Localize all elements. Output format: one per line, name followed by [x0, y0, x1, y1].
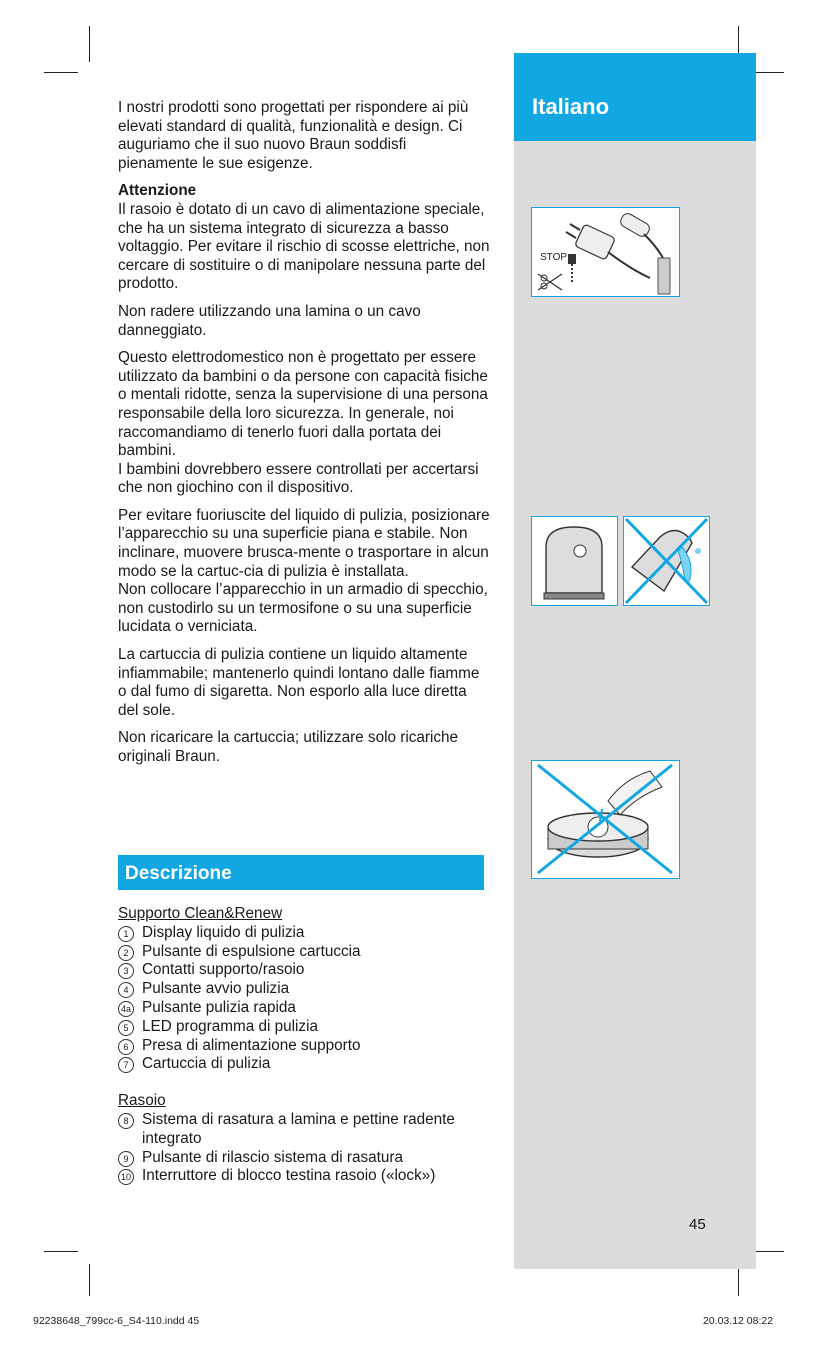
- list-item: [118, 980, 490, 999]
- figure-station-level: [531, 516, 618, 606]
- item-label: LED programma di pulizia: [142, 1017, 318, 1035]
- stop-label: STOP: [540, 252, 568, 263]
- item-number: 8: [118, 1113, 134, 1129]
- figure-power-cord: [531, 207, 680, 297]
- list-item: [118, 961, 490, 980]
- item-number: 10: [118, 1169, 134, 1185]
- intro-paragraph: I nostri prodotti sono progettati per rispondere ai più elevati standard di qualità, funzionalità e design. Ci auguriamo che il suo nuovo Braun soddisfi pienamente le sue esigenze.: [118, 99, 469, 172]
- footer-file: 92238648_799cc-6_S4-110.indd 45: [33, 1315, 200, 1327]
- crop-mark: [89, 1264, 90, 1296]
- item-number: 1: [118, 926, 134, 942]
- warning-block: [118, 182, 490, 294]
- item-number: 9: [118, 1151, 134, 1167]
- children-supervision-text: I bambini dovrebbero essere controllati per accertarsi che non giochino con il dispositivo.: [118, 460, 479, 497]
- footer-date: 20.03.12 08:22: [703, 1315, 774, 1327]
- crop-mark: [89, 26, 90, 62]
- item-label: Interruttore di blocco testina rasoio («lock»): [142, 1167, 436, 1185]
- list-item: [118, 1018, 490, 1037]
- warning-paragraph: Il rasoio è dotato di un cavo di alimentazione speciale, che ha un sistema integrato di sicurezza a basso voltaggio. Per evitare il rischio di scosse elettriche, non cercare di sostituire o di manipolare nessuna parte del prodotto.: [118, 200, 490, 293]
- item-number: 7: [118, 1057, 134, 1073]
- item-label: Presa di alimentazione supporto: [142, 1036, 361, 1054]
- language-header: [514, 53, 756, 141]
- station-level-illustration: [532, 517, 617, 605]
- list-item: [118, 1167, 490, 1186]
- item-label: Pulsante di rilascio sistema di rasatura: [142, 1148, 404, 1166]
- children-text: Questo elettrodomestico non è progettato per essere utilizzato da bambini o da persone con capacità fisiche o mentali ridotte, senza la supervisione di una persona responsabile della loro sicurezza. In generale, noi raccomandiamo di tenerlo fuori dalla portata dei bambini.: [118, 349, 488, 460]
- item-label: Cartuccia di pulizia: [142, 1055, 271, 1073]
- shaver-heading: Rasoio: [118, 1092, 166, 1110]
- main-text: [118, 99, 490, 776]
- children-paragraph: [118, 349, 490, 498]
- damaged-cord-paragraph: Non radere utilizzando una lamina o un cavo danneggiato.: [118, 302, 421, 339]
- list-item: [118, 1037, 490, 1056]
- item-number: 4a: [118, 1001, 134, 1017]
- item-number: 3: [118, 963, 134, 979]
- list-item: [118, 1111, 490, 1149]
- spill-text: Per evitare fuoriuscite del liquido di pulizia, posizionare l’apparecchio su una superficie piana e stabile. Non inclinare, muovere brusca-mente o trasportare in alcun modo se la cartuc-cia di pulizia è installata.: [118, 506, 490, 580]
- list-item: [118, 1055, 490, 1074]
- warning-heading: Attenzione: [118, 182, 197, 200]
- flammable-paragraph: La cartuccia di pulizia contiene un liquido altamente infiammabile; mantenerlo quindi lontano dalle fiamme o dal fumo di sigaretta. Non esporlo alla luce diretta del sole.: [118, 646, 480, 719]
- item-label: Pulsante di espulsione cartuccia: [142, 942, 361, 960]
- placement-text: Non collocare l’apparecchio in un armadio di specchio, non custodirlo su un termosifone o su una superficie lucidata o verniciata.: [118, 581, 488, 636]
- station-tilted-illustration: [624, 517, 709, 605]
- crop-mark: [44, 1251, 78, 1252]
- page-number: 45: [689, 1216, 706, 1233]
- power-cord-illustration: [532, 208, 679, 296]
- section-title: Descrizione: [125, 863, 232, 884]
- list-item: [118, 1149, 490, 1168]
- item-number: 5: [118, 1020, 134, 1036]
- list-item: [118, 924, 490, 943]
- item-label: Pulsante pulizia rapida: [142, 998, 296, 1016]
- spill-paragraph: [118, 507, 490, 637]
- language-title: Italiano: [532, 94, 610, 119]
- item-label: Contatti supporto/rasoio: [142, 961, 305, 979]
- item-label: Pulsante avvio pulizia: [142, 980, 290, 998]
- item-label: Sistema di rasatura a lamina e pettine radente integrato: [142, 1110, 455, 1147]
- station-heading: Supporto Clean&Renew: [118, 905, 283, 922]
- refill-paragraph: Non ricaricare la cartuccia; utilizzare solo ricariche originali Braun.: [118, 729, 459, 765]
- list-item: [118, 999, 490, 1018]
- item-label: Display liquido di pulizia: [142, 923, 305, 941]
- description-list: [118, 905, 490, 1186]
- figure-no-refill: [531, 760, 680, 879]
- list-item: [118, 943, 490, 962]
- no-refill-illustration: [532, 761, 679, 878]
- figure-station-tilted: [623, 516, 710, 606]
- item-number: 6: [118, 1039, 134, 1055]
- crop-mark: [44, 72, 78, 73]
- item-number: 4: [118, 982, 134, 998]
- item-number: 2: [118, 945, 134, 961]
- section-header: [118, 855, 484, 890]
